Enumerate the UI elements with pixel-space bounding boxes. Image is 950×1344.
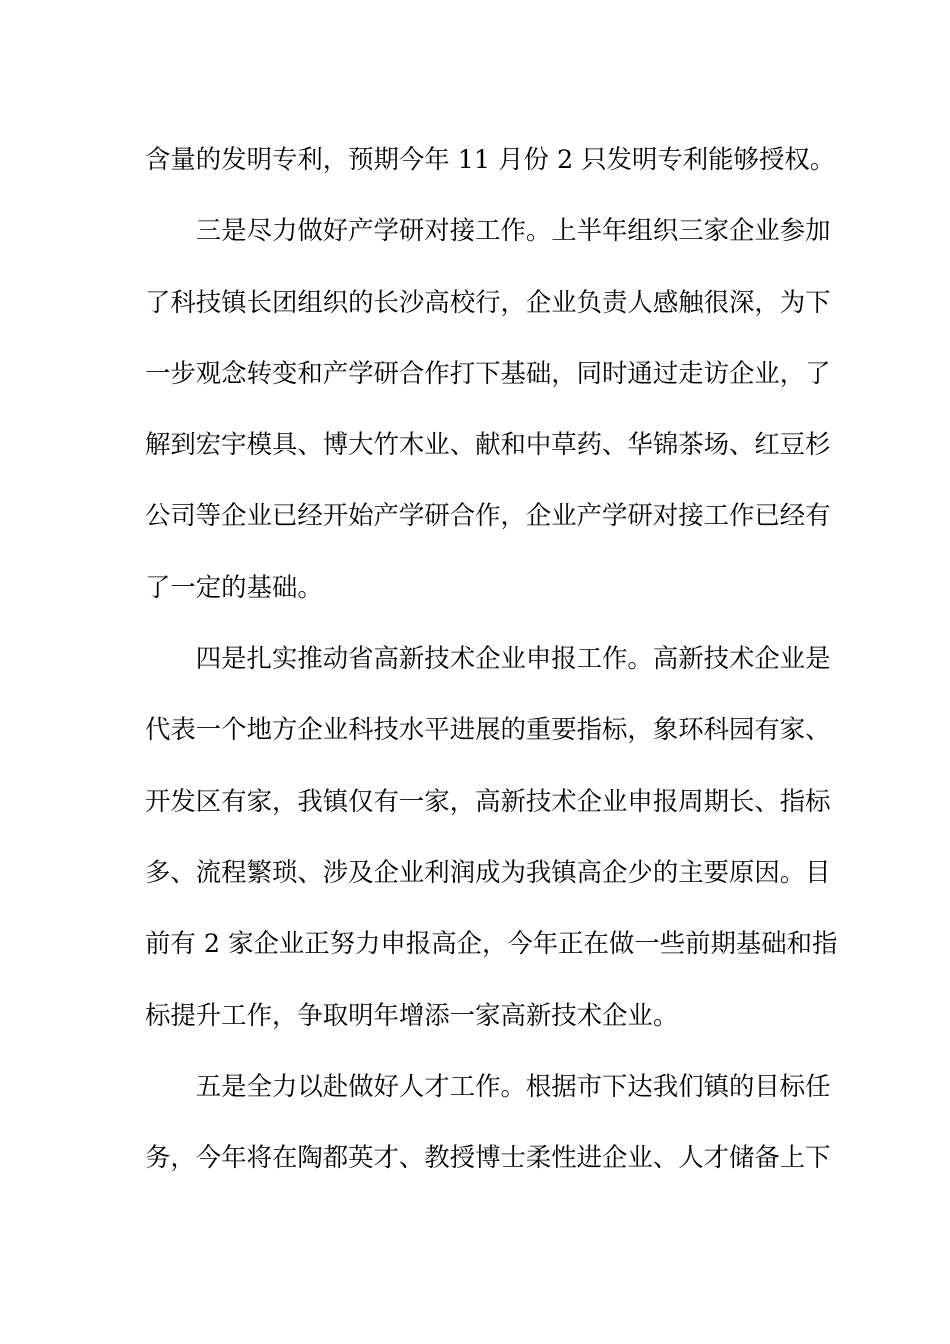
text-line: 含量的发明专利，预期今年 11 月份 2 只发明专利能够授权。: [145, 144, 836, 174]
text-line: 了一定的基础。: [145, 571, 323, 602]
text-line: 务，今年将在陶都英才、教授博士柔性进企业、人才储备上下: [145, 1142, 831, 1173]
text-line: 五是全力以赴做好人才工作。根据市下达我们镇的目标任: [145, 1070, 831, 1101]
text-line: 标提升工作，争取明年增添一家高新技术企业。: [145, 999, 679, 1030]
text-line: 代表一个地方企业科技水平进展的重要指标，象环科园有家、: [145, 714, 831, 745]
text-line: 一步观念转变和产学研合作打下基础，同时通过走访企业，了: [145, 357, 831, 388]
text-line: 开发区有家，我镇仅有一家，高新技术企业申报周期长、指标: [145, 785, 831, 816]
text-line: 四是扎实推动省高新技术企业申报工作。高新技术企业是: [145, 643, 831, 674]
text-line: 了科技镇长团组织的长沙高校行，企业负责人感触很深，为下: [145, 286, 831, 317]
document-body: [145, 124, 838, 1193]
text-line: 公司等企业已经开始产学研合作，企业产学研对接工作已经有: [145, 500, 831, 531]
text-line: 三是尽力做好产学研对接工作。上半年组织三家企业参加: [145, 215, 831, 246]
text-line: 解到宏宇模具、博大竹木业、献和中草药、华锦茶场、红豆杉: [145, 429, 831, 460]
text-line: 多、流程繁琐、涉及企业利润成为我镇高企少的主要原因。目: [145, 856, 831, 887]
text-line: 前有 2 家企业正努力申报高企，今年正在做一些前期基础和指: [145, 928, 838, 959]
